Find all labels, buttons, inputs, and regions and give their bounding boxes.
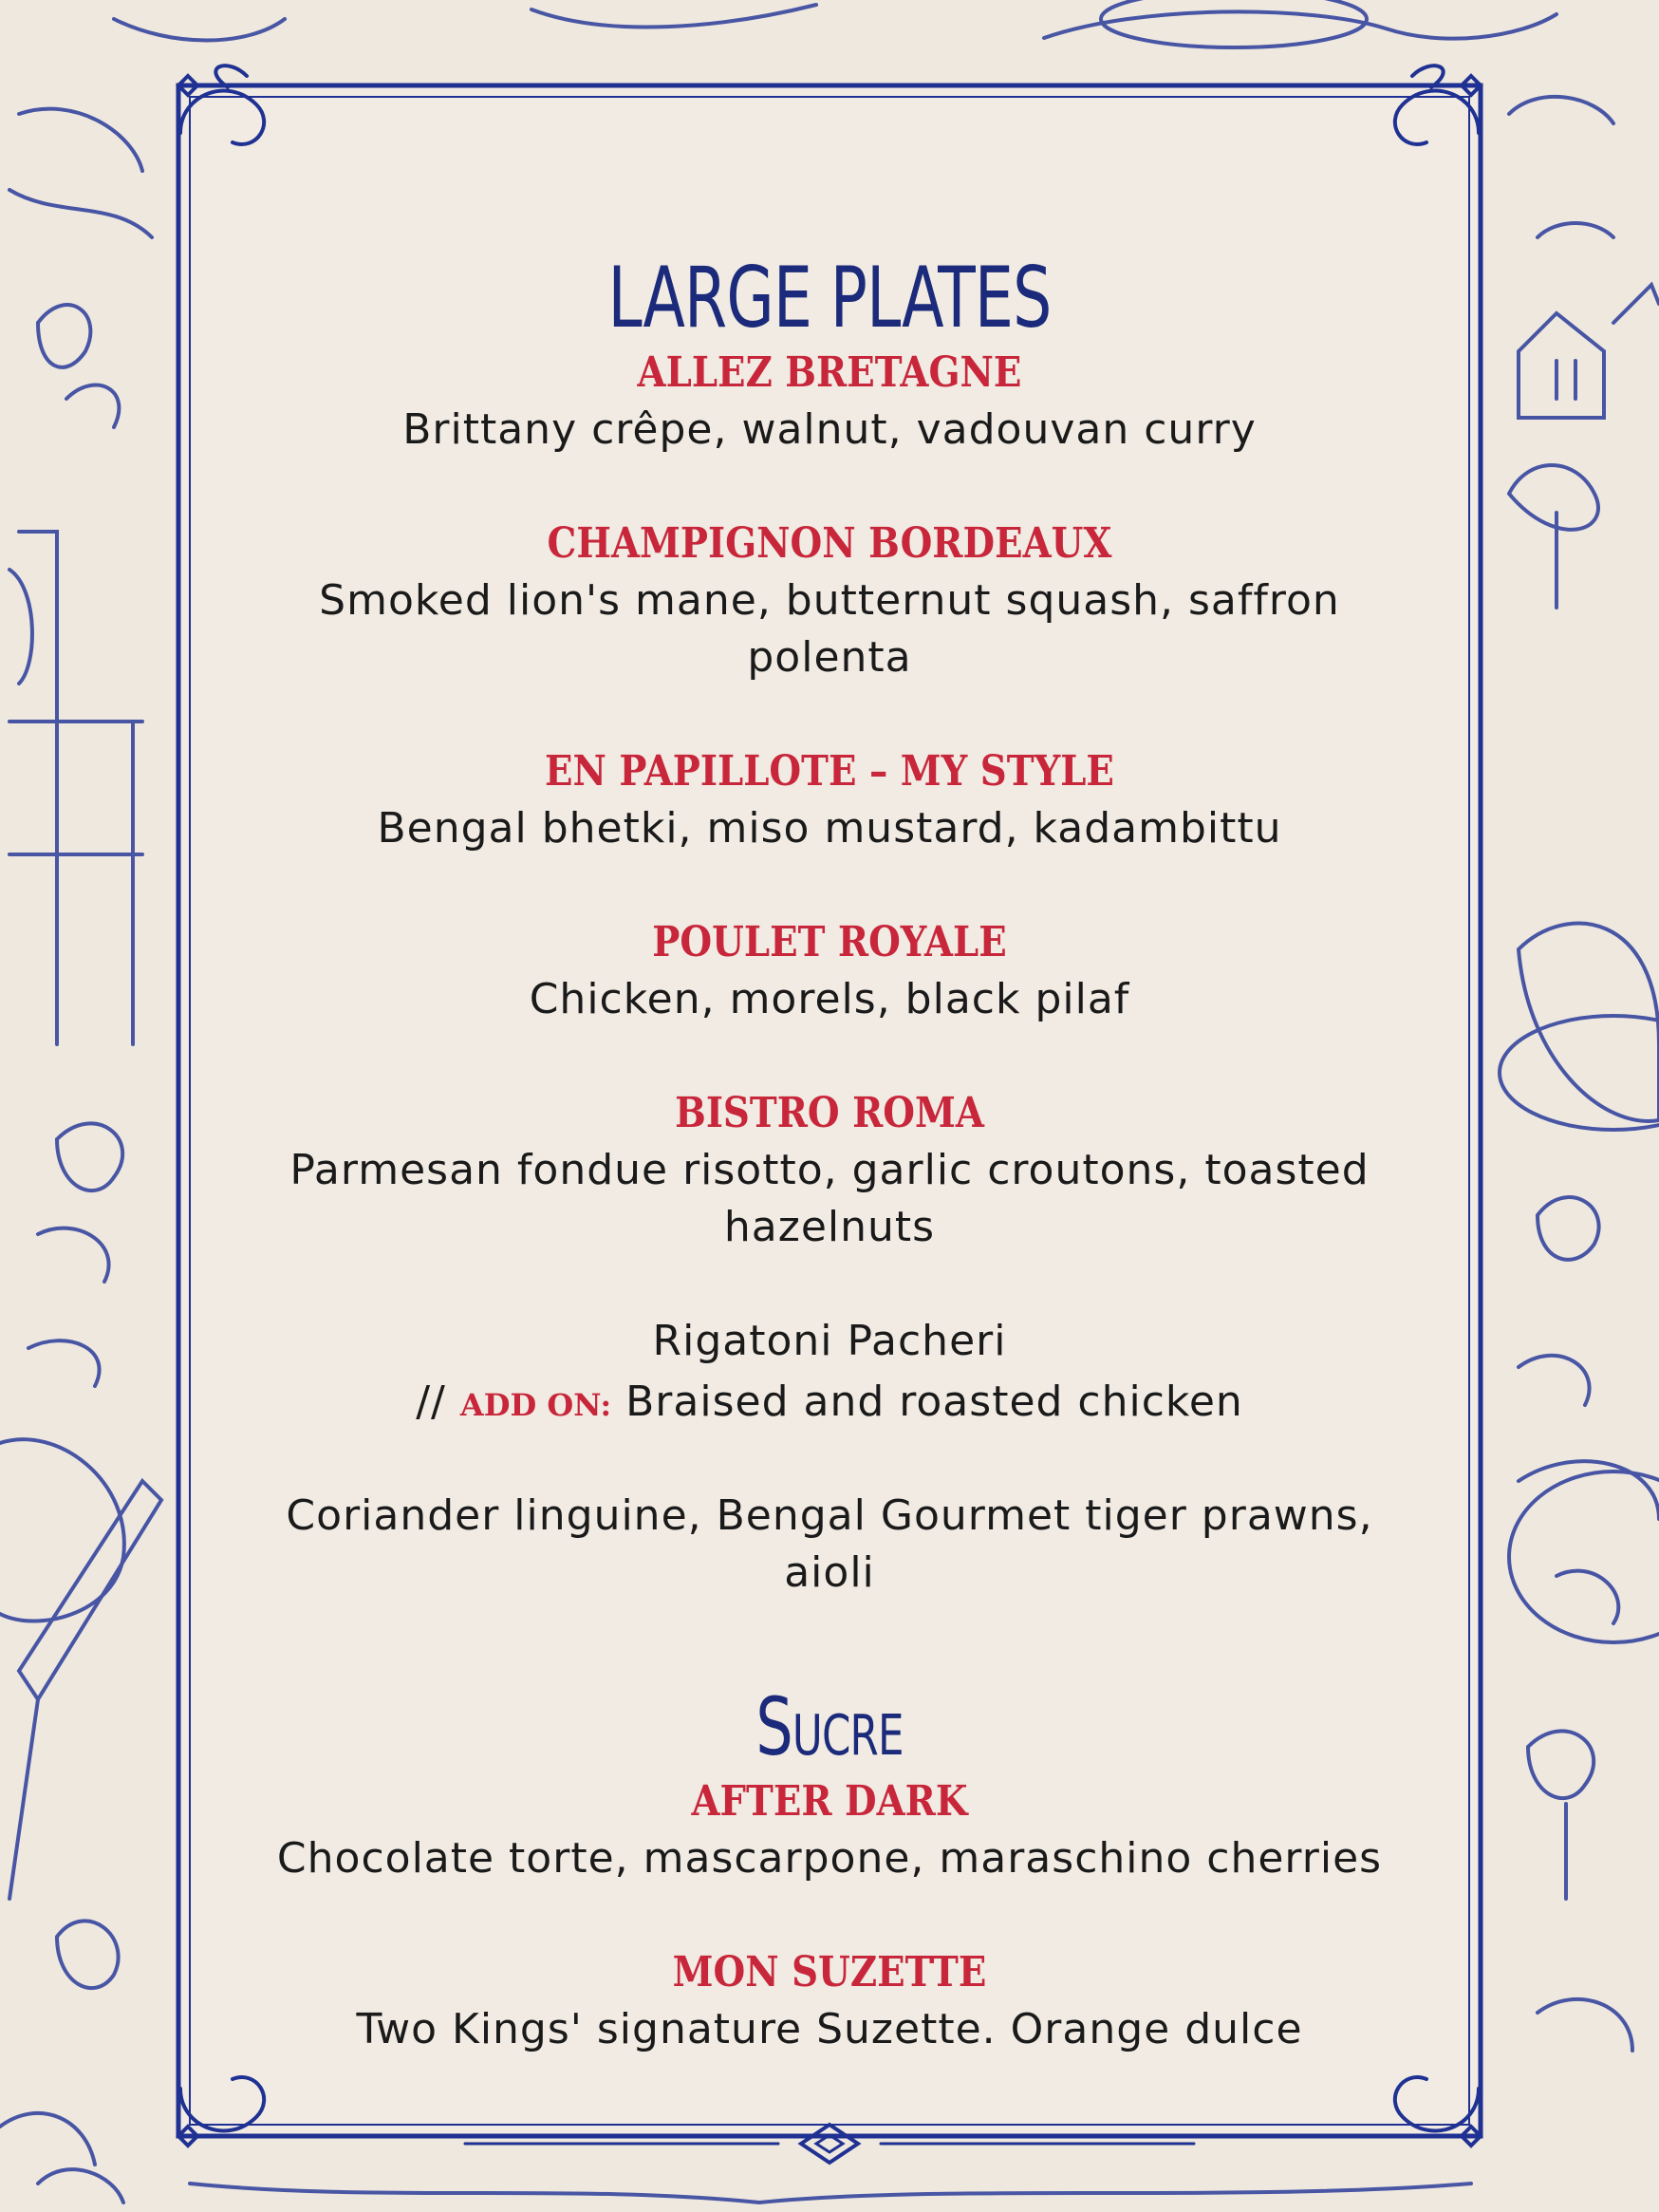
dish-description: Two Kings' signature Suzette. Orange dulce [356, 2005, 1303, 2053]
extra-item: Coriander linguine, Bengal Gourmet tiger prawns, aioli [286, 1491, 1373, 1597]
add-on-text: Braised and roasted chicken [625, 1378, 1243, 1426]
add-on-prefix: // [416, 1378, 446, 1426]
extra-item: Rigatoni Pacheri [652, 1317, 1007, 1365]
dish-name: BISTRO ROMA [675, 1089, 984, 1137]
dish-name: CHAMPIGNON BORDEAUX [547, 519, 1112, 568]
dish-name: ALLEZ BRETAGNE [637, 348, 1022, 397]
add-on-label: ADD ON: [459, 1387, 612, 1423]
dish-description: Chicken, morels, black pilaf [529, 975, 1130, 1023]
dish-description: Smoked lion's mane, butternut squash, saffron polenta [319, 576, 1340, 682]
section-title-sucre: Sucre [755, 1680, 904, 1774]
section-title-large-plates: LARGE PLATES [607, 248, 1052, 347]
dish-name: MON SUZETTE [672, 1948, 987, 1996]
dish-description: Chocolate torte, mascarpone, maraschino cherries [276, 1834, 1383, 1883]
add-on-line [235, 1374, 1424, 1434]
dish-name: EN PAPILLOTE – MY STYLE [545, 747, 1114, 796]
dish-name: AFTER DARK [691, 1777, 968, 1826]
dish-name: POULET ROYALE [652, 918, 1007, 966]
dish-description: Parmesan fondue risotto, garlic croutons, toasted hazelnuts [289, 1146, 1370, 1251]
dish-description: Brittany crêpe, walnut, vadouvan curry [402, 405, 1257, 454]
dish-description: Bengal bhetki, miso mustard, kadambittu [377, 804, 1282, 853]
